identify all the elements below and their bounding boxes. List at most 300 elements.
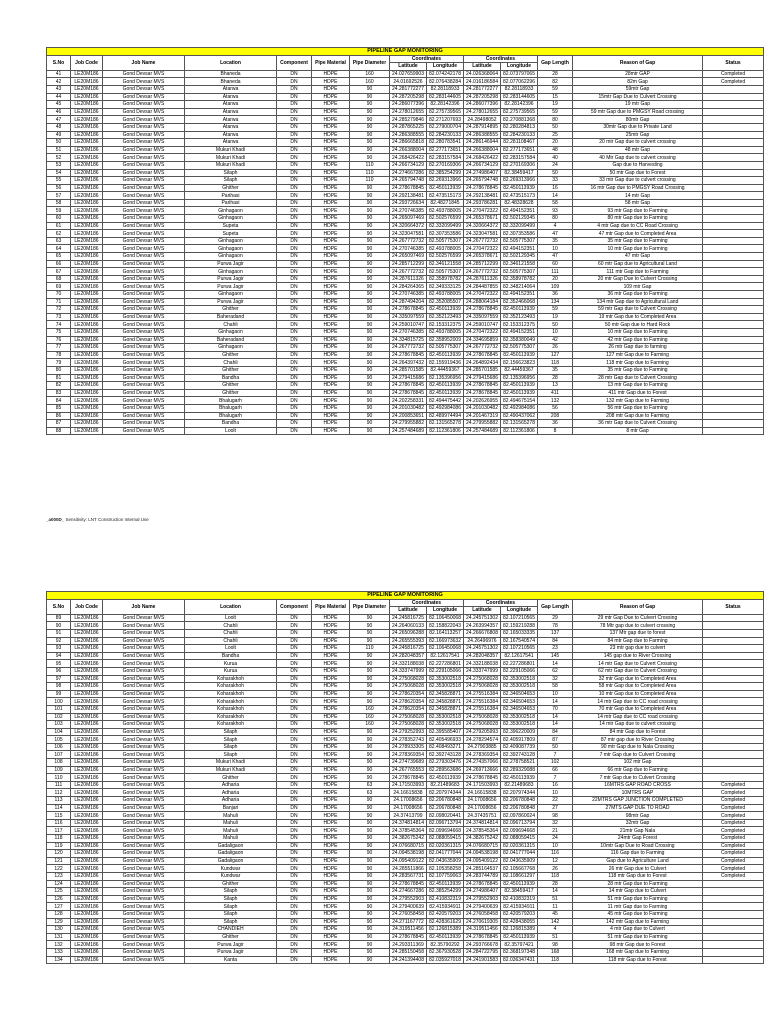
cell-gap-length: 70 (538, 705, 573, 713)
cell-location: Baheradand (185, 313, 277, 321)
cell-pipe-material: HDPE (312, 359, 350, 367)
cell-job-code: LE20M186 (71, 743, 103, 751)
cell-status (703, 230, 764, 238)
cell-component: DN (277, 374, 312, 382)
table-row (47, 751, 764, 759)
table-row (47, 253, 764, 261)
cell-location: Silaph (185, 888, 277, 896)
cell-pipe-material: HDPE (312, 789, 350, 797)
cell-pipe-diameter: 90 (350, 956, 390, 964)
cell-reason: 10 mtr Gap due to Completed Area (573, 690, 703, 698)
table-row (47, 283, 764, 291)
cell-start-latitude: 24.270746385 (390, 291, 427, 299)
cell-end-latitude: 24.269713666 (464, 766, 501, 774)
cell-start-longitude: 82.385254299 (427, 888, 464, 896)
cell-start-latitude: 24.285150458 (390, 948, 427, 956)
cell-start-longitude: 82.493788005 (427, 291, 464, 299)
cell-job-code: LE20M186 (71, 842, 103, 850)
cell-gap-length: 10 (538, 842, 573, 850)
cell-reason: 33 mtr Gap due to culvert crossing (573, 177, 703, 185)
cell-start-latitude: 24.279252993 (390, 728, 427, 736)
cell-end-longitude: 82.358978782 (501, 275, 538, 283)
cell-end-latitude: 24.323047581 (464, 230, 501, 238)
cell-start-latitude: 24.320664372 (390, 222, 427, 230)
cell-component: DN (277, 797, 312, 805)
cell-pipe-material: HDPE (312, 336, 350, 344)
cell-component: DN (277, 705, 312, 713)
cell-location: Mukuri Khadi (185, 759, 277, 767)
cell-sno: 126 (47, 895, 71, 903)
cell-end-longitude: 82.283144605 (501, 93, 538, 101)
cell-pipe-material: HDPE (312, 139, 350, 147)
cell-start-longitude: 82.493788005 (427, 207, 464, 215)
cell-status (703, 328, 764, 336)
cell-sno: 128 (47, 910, 71, 918)
cell-gap-length: 84 (538, 637, 573, 645)
cell-start-longitude: 82.450113939 (427, 880, 464, 888)
cell-location: Kundwar (185, 872, 277, 880)
cell-location: Gadaligaon (185, 850, 277, 858)
cell-job-code: LE20M186 (71, 382, 103, 390)
cell-job-name: Gond Devsar MVS (103, 956, 185, 964)
cell-status (703, 306, 764, 314)
cell-reason: 118 mtr Gap due to Forest (573, 872, 703, 880)
cell-status (703, 146, 764, 154)
cell-start-latitude: 24.287205298 (390, 93, 427, 101)
cell-end-latitude: 24.267772732 (464, 268, 501, 276)
cell-reason: 45 mtr Gap due to Farming (573, 910, 703, 918)
cell-sno: 91 (47, 629, 71, 637)
cell-location: Ginhagaon (185, 215, 277, 223)
cell-gap-length: 168 (538, 948, 573, 956)
cell-location: Atarwa (185, 93, 277, 101)
cell-location: Atarwa (185, 123, 277, 131)
table-row (47, 260, 764, 268)
cell-pipe-diameter: 90 (350, 660, 390, 668)
cell-reason: 59 mtr Gap due to Culvert Crossing (573, 306, 703, 314)
cell-location: Silaph (185, 895, 277, 903)
cell-component: DN (277, 880, 312, 888)
cell-job-name: Gond Devsar MVS (103, 842, 185, 850)
table-row (47, 123, 764, 131)
cell-pipe-material: HDPE (312, 245, 350, 253)
cell-end-latitude: 24.279415686 (464, 374, 501, 382)
cell-gap-length: 13 (538, 382, 573, 390)
cell-component: DN (277, 283, 312, 291)
cell-start-longitude: 82.450113939 (427, 184, 464, 192)
cell-end-longitude: 82.043635909 (501, 857, 538, 865)
cell-reason: 14 mtr Gap due to culvert crossing (573, 721, 703, 729)
cell-start-longitude: 82.270169306 (427, 161, 464, 169)
cell-job-code: LE20M186 (71, 101, 103, 109)
cell-start-longitude: 82.229105066 (427, 667, 464, 675)
cell-gap-length: 10 (538, 328, 573, 336)
table-row (47, 895, 764, 903)
cell-pipe-material: HDPE (312, 865, 350, 873)
cell-location: Purwa Jagir (185, 298, 277, 306)
cell-reason: 40 Mtr Gap due to culvert crossing (573, 154, 703, 162)
cell-sno: 129 (47, 918, 71, 926)
cell-end-latitude: 24.335097559 (464, 313, 501, 321)
cell-reason: 137 Mtr gap due to forest (573, 629, 703, 637)
cell-job-name: Gond Devsar MVS (103, 728, 185, 736)
header-sno: S.No (47, 55, 71, 70)
cell-end-latitude: 24.16615838 (464, 789, 501, 797)
cell-reason: 87 mtr gap due to River Crossing (573, 736, 703, 744)
cell-reason: 142 mtr Gap due to Farming (573, 918, 703, 926)
cell-start-longitude: 82.35790292 (427, 941, 464, 949)
cell-location: Purwa Jagir (185, 275, 277, 283)
cell-component: DN (277, 215, 312, 223)
cell-end-latitude: 24.334695859 (464, 336, 501, 344)
header-longitude: Longitude (501, 63, 538, 71)
cell-job-name: Gond Devsar MVS (103, 199, 185, 207)
cell-component: DN (277, 622, 312, 630)
cell-reason: 111 mtr Gap due to Farming (573, 268, 703, 276)
cell-reason: 14 mtr Gap due to CC road crossing (573, 698, 703, 706)
cell-start-longitude: 82.353002518 (427, 721, 464, 729)
cell-job-name: Gond Devsar MVS (103, 70, 185, 78)
cell-start-longitude: 82.074242178 (427, 70, 464, 78)
cell-end-latitude: 24.259010747 (464, 321, 501, 329)
cell-job-code: LE20M186 (71, 78, 103, 86)
cell-component: DN (277, 306, 312, 314)
cell-job-name: Gond Devsar MVS (103, 713, 185, 721)
cell-reason: 118 mtr Gap due to Forest (573, 956, 703, 964)
table-row (47, 291, 764, 299)
cell-job-name: Gond Devsar MVS (103, 637, 185, 645)
cell-sno: 106 (47, 743, 71, 751)
cell-sno: 122 (47, 865, 71, 873)
cell-location: Loolt (185, 614, 277, 622)
cell-job-code: LE20M186 (71, 835, 103, 843)
cell-job-name: Gond Devsar MVS (103, 131, 185, 139)
cell-location: Mukuri Khadi (185, 161, 277, 169)
cell-job-code: LE20M186 (71, 222, 103, 230)
cell-location: Silaph (185, 918, 277, 926)
cell-sno: 49 (47, 131, 71, 139)
cell-job-name: Gond Devsar MVS (103, 366, 185, 374)
cell-start-latitude: 24.334815725 (390, 336, 427, 344)
cell-sno: 55 (47, 177, 71, 185)
cell-gap-length: 62 (538, 667, 573, 675)
cell-start-longitude: 82.415934911 (427, 903, 464, 911)
cell-pipe-material: HDPE (312, 85, 350, 93)
cell-job-code: LE20M186 (71, 774, 103, 782)
header-coordinates-end: Coordinates (464, 55, 538, 63)
cell-start-longitude: 82.385254299 (427, 169, 464, 177)
cell-reason: 59mtr Gap (573, 85, 703, 93)
cell-job-name: Gond Devsar MVS (103, 629, 185, 637)
table-row (47, 827, 764, 835)
cell-pipe-material: HDPE (312, 382, 350, 390)
cell-gap-length: 24 (538, 835, 573, 843)
cell-pipe-diameter: 160 (350, 713, 390, 721)
cell-reason: 25mtr Gap (573, 131, 703, 139)
cell-end-longitude: 82.156623823 (501, 359, 538, 367)
cell-start-longitude: 82.284230133 (427, 131, 464, 139)
cell-gap-length: 47 (538, 253, 573, 261)
cell-pipe-diameter: 90 (350, 804, 390, 812)
cell-reason: 66 mtr Gap due to Farming (573, 766, 703, 774)
cell-location: Ginhagaon (185, 268, 277, 276)
cell-component: DN (277, 146, 312, 154)
cell-pipe-material: HDPE (312, 690, 350, 698)
table-row (47, 207, 764, 215)
cell-component: DN (277, 154, 312, 162)
cell-job-name: Gond Devsar MVS (103, 123, 185, 131)
cell-reason: 28mtr GAP (573, 70, 703, 78)
cell-end-latitude: 24.285712299 (464, 260, 501, 268)
cell-job-code: LE20M186 (71, 675, 103, 683)
cell-end-longitude: 82.353002518 (501, 713, 538, 721)
cell-pipe-diameter: 110 (350, 177, 390, 185)
cell-status (703, 933, 764, 941)
cell-job-code: LE20M186 (71, 177, 103, 185)
table-row (47, 268, 764, 276)
cell-gap-length: 28 (538, 880, 573, 888)
cell-job-name: Gond Devsar MVS (103, 895, 185, 903)
cell-pipe-diameter: 90 (350, 412, 390, 420)
cell-pipe-material: HDPE (312, 827, 350, 835)
cell-job-name: Gond Devsar MVS (103, 910, 185, 918)
cell-location: CHANDIEH (185, 926, 277, 934)
cell-job-code: LE20M186 (71, 910, 103, 918)
cell-job-code: LE20M186 (71, 298, 103, 306)
cell-location: Atarwa (185, 101, 277, 109)
cell-start-latitude: 24.257484689 (390, 427, 427, 435)
cell-end-latitude: 24.332188038 (464, 660, 501, 668)
cell-reason: 56 mtr Gap due to Farming (573, 404, 703, 412)
cell-location: Chahli (185, 321, 277, 329)
cell-end-longitude: 82.126815389 (501, 926, 538, 934)
cell-start-latitude: 24.279400639 (390, 903, 427, 911)
cell-start-longitude: 82.473515173 (427, 192, 464, 200)
cell-location: Atarwa (185, 85, 277, 93)
cell-end-latitude: 24.270472322 (464, 328, 501, 336)
cell-start-latitude: 24.266388004 (390, 146, 427, 154)
cell-gap-length: 50 (538, 321, 573, 329)
cell-start-latitude: 24.270746385 (390, 328, 427, 336)
cell-end-longitude: 82.505775307 (501, 268, 538, 276)
cell-sno: 51 (47, 146, 71, 154)
cell-gap-length: 15 (538, 93, 573, 101)
cell-end-latitude: 24.319511456 (464, 926, 501, 934)
header-reason: Reason of Gap (573, 599, 703, 614)
cell-status (703, 161, 764, 169)
cell-start-longitude: 82.28142396 (427, 101, 464, 109)
cell-end-latitude: 24.279552903 (464, 895, 501, 903)
cell-gap-length: 35 (538, 237, 573, 245)
cell-pipe-material: HDPE (312, 721, 350, 729)
cell-end-longitude: 82.392743128 (501, 751, 538, 759)
cell-job-name: Gond Devsar MVS (103, 819, 185, 827)
cell-pipe-material: HDPE (312, 652, 350, 660)
cell-status (703, 298, 764, 306)
cell-end-latitude: 24.026368064 (464, 70, 501, 78)
cell-location: Silaph (185, 743, 277, 751)
table-row (47, 230, 764, 238)
cell-status: Completed (703, 812, 764, 820)
cell-component: DN (277, 420, 312, 428)
cell-location: Purwa Jagir (185, 260, 277, 268)
cell-reason: 10 mtr Gap due to Farming (573, 328, 703, 336)
cell-job-code: LE20M186 (71, 789, 103, 797)
cell-pipe-material: HDPE (312, 888, 350, 896)
cell-location: Gadaligaon (185, 857, 277, 865)
cell-reason: 24mtr Gap Forest (573, 835, 703, 843)
cell-job-code: LE20M186 (71, 260, 103, 268)
cell-job-name: Gond Devsar MVS (103, 903, 185, 911)
cell-location: Ginhagaon (185, 291, 277, 299)
cell-end-longitude: 82.284230133 (501, 131, 538, 139)
cell-job-code: LE20M186 (71, 637, 103, 645)
cell-start-latitude: 24.076680715 (390, 842, 427, 850)
cell-start-longitude: 82.135396956 (427, 374, 464, 382)
cell-pipe-diameter: 90 (350, 351, 390, 359)
cell-gap-length: 109 (538, 283, 573, 291)
cell-job-code: LE20M186 (71, 690, 103, 698)
cell-end-latitude: 24.270472322 (464, 245, 501, 253)
cell-sno: 123 (47, 872, 71, 880)
cell-start-latitude: 24.287611326 (390, 275, 427, 283)
cell-job-name: Gond Devsar MVS (103, 93, 185, 101)
cell-status (703, 169, 764, 177)
cell-component: DN (277, 721, 312, 729)
cell-start-longitude: 82.345828871 (427, 690, 464, 698)
cell-status (703, 351, 764, 359)
cell-pipe-diameter: 90 (350, 420, 390, 428)
header-coordinates-end: Coordinates (464, 599, 538, 607)
cell-job-code: LE20M186 (71, 812, 103, 820)
cell-job-name: Gond Devsar MVS (103, 427, 185, 435)
cell-component: DN (277, 291, 312, 299)
cell-end-latitude: 24.378545364 (464, 827, 501, 835)
cell-sno: 77 (47, 344, 71, 352)
cell-status: Completed (703, 781, 764, 789)
cell-pipe-diameter: 63 (350, 781, 390, 789)
table-row (47, 736, 764, 744)
cell-status (703, 154, 764, 162)
cell-pipe-material: HDPE (312, 131, 350, 139)
cell-end-longitude: 82.207974344 (501, 789, 538, 797)
table-row (47, 660, 764, 668)
cell-sno: 96 (47, 667, 71, 675)
cell-start-longitude: 82.505775307 (427, 344, 464, 352)
cell-end-longitude: 82.502129345 (501, 253, 538, 261)
cell-component: DN (277, 698, 312, 706)
cell-pipe-material: HDPE (312, 683, 350, 691)
cell-sno: 114 (47, 804, 71, 812)
cell-job-name: Gond Devsar MVS (103, 382, 185, 390)
cell-component: DN (277, 169, 312, 177)
cell-end-longitude: 82.165033335 (501, 629, 538, 637)
cell-job-code: LE20M186 (71, 667, 103, 675)
cell-sno: 127 (47, 903, 71, 911)
cell-end-latitude: 24.278294574 (464, 736, 501, 744)
cell-location: Purwa Jagir (185, 941, 277, 949)
cell-status (703, 910, 764, 918)
cell-start-latitude: 24.374814814 (390, 819, 427, 827)
cell-start-latitude: 24.095409122 (390, 857, 427, 865)
cell-pipe-diameter: 90 (350, 667, 390, 675)
cell-component: DN (277, 78, 312, 86)
cell-end-longitude: 82.473515173 (501, 192, 538, 200)
table-row (47, 690, 764, 698)
cell-job-code: LE20M186 (71, 146, 103, 154)
cell-pipe-diameter: 90 (350, 736, 390, 744)
cell-location: Adharia (185, 781, 277, 789)
cell-sno: 42 (47, 78, 71, 86)
table-row (47, 941, 764, 949)
cell-status (703, 237, 764, 245)
cell-gap-length: 80 (538, 215, 573, 223)
cell-start-latitude: 24.245816725 (390, 614, 427, 622)
cell-gap-length: 10 (538, 690, 573, 698)
cell-status (703, 93, 764, 101)
cell-pipe-diameter: 90 (350, 328, 390, 336)
table-row (47, 797, 764, 805)
cell-start-longitude: 82.164113257 (427, 629, 464, 637)
cell-sno: 113 (47, 797, 71, 805)
table-row (47, 412, 764, 420)
cell-end-longitude: 82.38459417 (501, 169, 538, 177)
cell-component: DN (277, 629, 312, 637)
table-row (47, 781, 764, 789)
cell-location: Adharia (185, 789, 277, 797)
cell-pipe-diameter: 90 (350, 291, 390, 299)
cell-sno: 53 (47, 161, 71, 169)
cell-job-name: Gond Devsar MVS (103, 169, 185, 177)
cell-component: DN (277, 888, 312, 896)
cell-gap-length: 59 (538, 85, 573, 93)
cell-start-latitude: 24.171503993 (390, 781, 427, 789)
cell-start-longitude: 82.106450068 (427, 645, 464, 653)
cell-job-name: Gond Devsar MVS (103, 177, 185, 185)
cell-pipe-material: HDPE (312, 933, 350, 941)
cell-status (703, 177, 764, 185)
cell-pipe-diameter: 90 (350, 268, 390, 276)
cell-sno: 45 (47, 101, 71, 109)
cell-pipe-material: HDPE (312, 313, 350, 321)
cell-component: DN (277, 812, 312, 820)
cell-sno: 101 (47, 705, 71, 713)
cell-job-code: LE20M186 (71, 645, 103, 653)
cell-pipe-material: HDPE (312, 222, 350, 230)
cell-pipe-diameter: 90 (350, 743, 390, 751)
cell-location: Atarwa (185, 131, 277, 139)
cell-job-name: Gond Devsar MVS (103, 622, 185, 630)
cell-reason: 59 mtr Gap due to PMGSY Road crossing (573, 108, 703, 116)
cell-pipe-diameter: 90 (350, 819, 390, 827)
cell-location: Silaph (185, 169, 277, 177)
cell-end-longitude: 82.450113939 (501, 306, 538, 314)
cell-job-name: Gond Devsar MVS (103, 139, 185, 147)
cell-start-latitude: 24.335097559 (390, 313, 427, 321)
cell-reason: 60 mtr Gap due to Agricultural Land (573, 260, 703, 268)
cell-pipe-material: HDPE (312, 781, 350, 789)
cell-component: DN (277, 941, 312, 949)
cell-job-name: Gond Devsar MVS (103, 146, 185, 154)
cell-pipe-material: HDPE (312, 116, 350, 124)
cell-pipe-diameter: 90 (350, 903, 390, 911)
cell-location: Purwa Jagir (185, 948, 277, 956)
cell-start-latitude: 24.01692526 (390, 78, 427, 86)
table-row (47, 382, 764, 390)
cell-pipe-material: HDPE (312, 93, 350, 101)
cell-job-name: Gond Devsar MVS (103, 291, 185, 299)
header-component: Component (277, 599, 312, 614)
